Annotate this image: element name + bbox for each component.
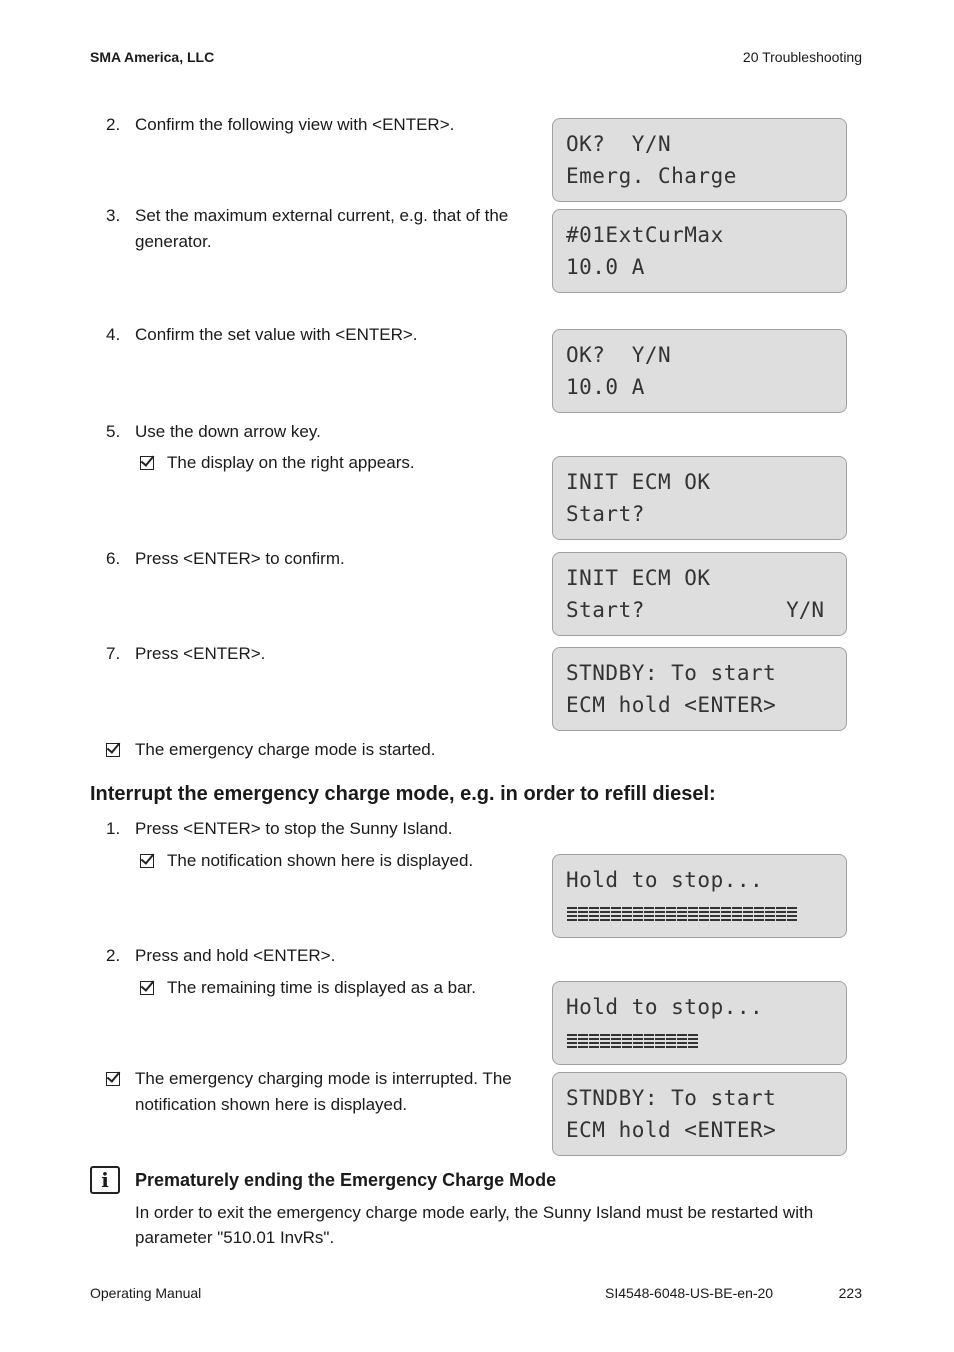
step-text: Use the down arrow key.	[135, 422, 321, 441]
step-text: Press and hold <ENTER>.	[135, 946, 336, 965]
lcd-line-1: OK? Y/N	[566, 343, 672, 367]
lcd-line-1: INIT ECM OK	[566, 566, 711, 590]
bar-segment	[567, 1032, 577, 1048]
lcd-display	[552, 118, 847, 202]
footer-left: Operating Manual	[90, 1285, 202, 1301]
bar-segment	[688, 905, 698, 921]
bar-segment	[688, 1032, 698, 1048]
lcd-line-2: ECM hold <ENTER>	[566, 1118, 777, 1142]
result-5	[140, 450, 415, 476]
bar-segment	[776, 905, 786, 921]
step-number: 5.	[106, 422, 121, 441]
footer-doc-id: SI4548-6048-US-BE-en-20	[605, 1285, 774, 1301]
result-text: The emergency charge mode is started.	[135, 740, 436, 759]
lcd-line-2: 10.0 A	[566, 255, 645, 279]
bar-segment	[732, 905, 742, 921]
lcd-line-1: Hold to stop...	[566, 995, 764, 1019]
lcd-display	[552, 1072, 847, 1156]
result-text: The emergency charging mode is interrupted. The notification shown here is displayed.	[135, 1069, 512, 1114]
step-number: 3.	[106, 206, 121, 225]
result-b2	[140, 975, 476, 1001]
step-text: Press <ENTER> to confirm.	[135, 549, 345, 568]
step-text: Set the maximum external current, e.g. that of the generator.	[135, 206, 509, 251]
lcd-line-1: OK? Y/N	[566, 132, 672, 156]
bar-segment	[765, 905, 775, 921]
result-started	[106, 737, 435, 763]
lcd-line-2: ECM hold <ENTER>	[566, 693, 777, 717]
lcd-display	[552, 209, 847, 293]
header-section: 20 Troubleshooting	[742, 49, 862, 65]
result-text: The remaining time is displayed as a bar.	[167, 978, 476, 997]
step-text: Press <ENTER> to stop the Sunny Island.	[135, 819, 453, 838]
step-text: Confirm the set value with <ENTER>.	[135, 325, 418, 344]
checkbox-icon	[140, 854, 154, 868]
bar-segment	[600, 1032, 610, 1048]
checkbox-icon	[106, 743, 120, 757]
bar-segment	[655, 905, 665, 921]
lcd-line-2: 10.0 A	[566, 375, 645, 399]
step-number: 6.	[106, 549, 121, 568]
bar-segment	[644, 905, 654, 921]
progress-bar	[567, 1032, 698, 1048]
bar-segment	[600, 905, 610, 921]
step-number: 2.	[106, 115, 121, 134]
bar-segment	[743, 905, 753, 921]
bar-segment	[754, 905, 764, 921]
lcd-line-1: #01ExtCurMax	[566, 223, 724, 247]
bar-segment	[589, 905, 599, 921]
progress-bar	[567, 905, 797, 921]
step-number: 7.	[106, 644, 121, 663]
lcd-line-2: Start?	[566, 598, 645, 622]
note-title: Prematurely ending the Emergency Charge Mode	[135, 1170, 557, 1190]
header-company: SMA America, LLC	[90, 49, 215, 65]
bar-segment	[589, 1032, 599, 1048]
lcd-display	[552, 456, 847, 540]
bar-segment	[677, 1032, 687, 1048]
result-text: The display on the right appears.	[167, 453, 415, 472]
bar-segment	[578, 905, 588, 921]
bar-segment	[666, 1032, 676, 1048]
lcd-display	[552, 854, 847, 938]
checkbox-icon	[106, 1072, 120, 1086]
checkbox-icon	[140, 456, 154, 470]
step-text: Confirm the following view with <ENTER>.	[135, 115, 455, 134]
bar-segment	[611, 1032, 621, 1048]
bar-segment	[622, 1032, 632, 1048]
step-number: 4.	[106, 325, 121, 344]
page-number: 223	[838, 1285, 862, 1301]
bar-segment	[644, 1032, 654, 1048]
lcd-line-1: Hold to stop...	[566, 868, 764, 892]
bar-segment	[633, 905, 643, 921]
info-icon: i	[90, 1166, 120, 1194]
bar-segment	[622, 905, 632, 921]
bar-segment	[677, 905, 687, 921]
lcd-line-1: STNDBY: To start	[566, 661, 777, 685]
section-heading: Interrupt the emergency charge mode, e.g. in order to refill diesel:	[90, 783, 716, 805]
checkbox-icon	[140, 981, 154, 995]
bar-segment	[710, 905, 720, 921]
bar-segment	[567, 905, 577, 921]
bar-segment	[699, 905, 709, 921]
lcd-line-1: STNDBY: To start	[566, 1086, 777, 1110]
lcd-display	[552, 981, 847, 1065]
lcd-line-1: INIT ECM OK	[566, 470, 711, 494]
lcd-display	[552, 329, 847, 413]
lcd-line-2: Emerg. Charge	[566, 164, 737, 188]
lcd-display	[552, 647, 847, 731]
lcd-line-2: Start?	[566, 502, 645, 526]
bar-segment	[655, 1032, 665, 1048]
step-text: Press <ENTER>.	[135, 644, 266, 663]
bar-segment	[787, 905, 797, 921]
bar-segment	[611, 905, 621, 921]
bar-segment	[666, 905, 676, 921]
bar-segment	[578, 1032, 588, 1048]
bar-segment	[633, 1032, 643, 1048]
bar-segment	[721, 905, 731, 921]
note-body: In order to exit the emergency charge mode early, the Sunny Island must be restarted with parameter "510.01 InvRs".	[135, 1203, 814, 1247]
lcd-line-2-right: Y/N	[786, 598, 824, 622]
result-interrupted	[106, 1066, 526, 1118]
step-number: 2.	[106, 946, 121, 965]
lcd-display	[552, 552, 847, 636]
result-text: The notification shown here is displayed.	[167, 851, 474, 870]
result-b1	[140, 848, 473, 874]
step-number: 1.	[106, 819, 121, 838]
